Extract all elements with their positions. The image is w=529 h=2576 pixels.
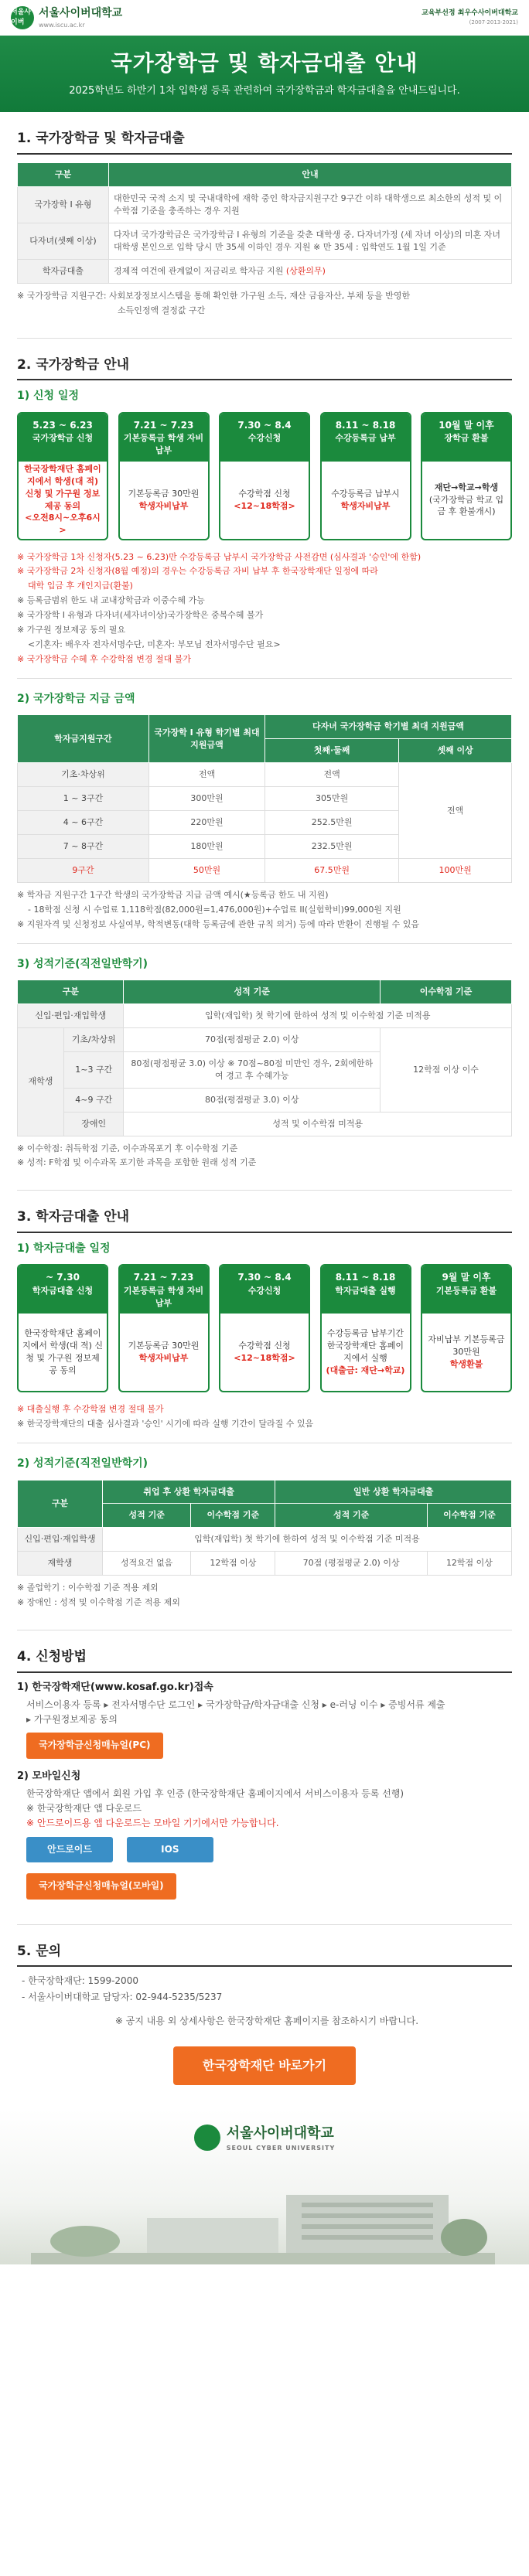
note: ※ 가구원 정보제공 동의 필요	[17, 625, 126, 635]
pc-apply-line: 서비스이용자 등록 ▸ 전자서명수단 로그인 ▸ 국가장학금/학자금대출 신청 ▸ e-러닝 이수 ▸ 증빙서류 제출	[26, 1699, 445, 1710]
footer	[0, 2110, 529, 2264]
sub-title: 2) 성적기준(직전일반학기)	[17, 1457, 148, 1470]
cert-sub: (2007·2013·2021)	[469, 19, 518, 26]
row-text-main: 경제적 여건에 관계없이 저금리로 학자금 지원	[114, 265, 284, 276]
timeline-step	[320, 1264, 411, 1392]
grade-notes	[17, 1143, 512, 1170]
grade-table	[17, 980, 512, 1136]
sub-title: 1) 학자금대출 일정	[17, 1242, 111, 1256]
step-title: 학자금대출 실행	[335, 1285, 396, 1296]
footer-logo-sub: SEOUL CYBER UNIVERSITY	[226, 2144, 336, 2152]
footer-logo	[194, 2124, 336, 2153]
timeline-step	[219, 412, 310, 540]
step-title: 기본등록금 학생 자비납부	[123, 432, 204, 455]
step-body: 수강학점 신청	[238, 488, 291, 499]
tier: 기초/차상위	[64, 1027, 124, 1051]
sub-title: 2) 국가장학금 지급 금액	[17, 693, 135, 706]
contact-note: ※ 공지 내용 외 상세사항은 한국장학재단 홈페이지를 참조하시기 바랍니다.	[114, 2015, 419, 2027]
credit-text: 12학점 이상 이수	[381, 1027, 512, 1112]
row-text: 입학(재입학) 첫 학기에 한하여 성적 및 이수학점 기준 미적용	[124, 1003, 512, 1027]
amount: 300만원	[149, 787, 265, 811]
step-date: 5.23 ~ 6.23	[32, 419, 93, 431]
col-header: 국가장학 I 유형 학기별 최대 지원금액	[149, 715, 265, 763]
amount: 305만원	[265, 787, 399, 811]
step-date: 8.11 ~ 8.18	[335, 1272, 396, 1283]
section-title: 5. 문의	[17, 1942, 512, 1968]
mobile-apply-line: 한국장학재단 앱에서 회원 가입 후 인증 (한국장학재단 홈페이지에서 서비스이용자 등록 선행)	[26, 1787, 404, 1799]
col-header: 첫째·둘째	[265, 739, 399, 763]
col-header: 성적 기준	[124, 980, 381, 1003]
col-header: 이수학점 기준	[191, 1504, 275, 1528]
amount-notes	[17, 889, 512, 931]
loan-grade-table	[17, 1480, 512, 1576]
logo-text: 서울사이버대학교	[39, 7, 123, 20]
tier: 장애인	[64, 1112, 124, 1136]
sub-title: 1) 신청 일정	[17, 390, 79, 403]
logo[interactable]	[11, 5, 122, 30]
col-header: 구분	[18, 163, 109, 187]
amount: 전액	[265, 763, 399, 787]
row-label: 신입·편입·재입학생	[18, 1528, 103, 1552]
section-title: 4. 신청방법	[17, 1647, 512, 1673]
cell: 성적요건 없음	[103, 1552, 191, 1576]
contact-line: - 한국장학재단: 1599-2000	[22, 1975, 138, 1987]
table-row	[18, 858, 512, 882]
kosaf-link-button[interactable]: 한국장학재단 바로가기	[173, 2046, 356, 2084]
note: ※ 국가장학 I 유형과 다자녀(세자녀이상)국가장학은 중복수혜 불가	[17, 610, 264, 621]
group-label: 재학생	[18, 1027, 64, 1136]
row-label: 신입·편입·재입학생	[18, 1003, 124, 1027]
note: ※ 학자금 지원구간 1구간 학생의 국가장학금 지급 금액 예시(★등록금 한도 내 지원)	[17, 889, 329, 900]
android-app-button[interactable]: 안드로이드	[26, 1837, 113, 1862]
amount: 전액	[149, 763, 265, 787]
hero-banner	[0, 36, 529, 112]
note: ※ 국가장학금 지원구간: 사회보장정보시스템을 통해 확인한 가구원 소득, 재산 금융자산, 부채 등을 반영한	[17, 290, 411, 301]
overview-table	[17, 162, 512, 284]
row-label: 재학생	[18, 1552, 103, 1576]
step-body: 기본등록금 30만원	[128, 1341, 200, 1351]
amount: 50만원	[149, 858, 265, 882]
mobile-apply-line: ※ 한국장학재단 앱 다운로드	[26, 1803, 142, 1814]
step-body: 수강등록금 납부기간 한국장학재단 홈페이지에서 실행	[326, 1328, 404, 1364]
grade-text: 성적 및 이수학점 미적용	[124, 1112, 512, 1136]
section-title: 3. 학자금대출 안내	[17, 1208, 512, 1233]
cell: 70점 (평점평균 2.0) 이상	[275, 1552, 427, 1576]
note: ※ 등록금범위 한도 내 교내장학금과 이중수혜 가능	[17, 595, 205, 606]
col-header: 다자녀 국가장학금 학기별 최대 지원금액	[265, 715, 512, 739]
step-date: 7.21 ~ 7.23	[133, 1272, 194, 1283]
step-note: 학생자비납부	[340, 500, 391, 511]
section-apply	[0, 1630, 529, 1911]
step-body: 한국장학재단 홈페이지에서 학생(대 적) 신청 및 가구원 정보제공 동의	[22, 1328, 104, 1376]
page-title: 국가장학금 및 학자금대출 안내	[111, 50, 418, 76]
note: 소득인정액 결정값 구간	[118, 305, 206, 315]
tier: 9구간	[18, 858, 149, 882]
col-header: 학자금지원구간	[18, 715, 149, 763]
row-text: 대한민국 국적 소지 및 국내대학에 재학 중인 학자금지원구간 9구간 이하 대학생으로 최소한의 성적 및 이수학점 기준을 충족하는 경우 지원	[109, 187, 512, 223]
grade-text: 80점(평점평균 3.0) 이상	[124, 1088, 381, 1112]
mobile-red-note: ※ 안드로이드용 앱 다운로드는 모바일 기기에서만 가능합니다.	[26, 1818, 279, 1829]
note: ※ 이수학점: 취득학점 기준, 이수과목포기 후 이수학점 기준	[17, 1143, 238, 1153]
footer-logo-text: 서울사이버대학교	[226, 2125, 334, 2142]
loan-timeline	[17, 1264, 512, 1392]
col-header: 구분	[18, 980, 124, 1003]
timeline-step	[219, 1264, 310, 1392]
step-note: <오전8시~오후6시>	[25, 513, 101, 536]
logo-sub: www.iscu.ac.kr	[39, 22, 85, 29]
table-row	[18, 187, 512, 223]
mobile-apply-title: 2) 모바일신청	[17, 1770, 81, 1782]
step-body: 수강학점 신청	[238, 1341, 291, 1351]
timeline-step	[17, 1264, 108, 1392]
scholarship-timeline	[17, 412, 512, 540]
step-note: 학생환불	[449, 1359, 483, 1370]
tier: 4 ~ 6구간	[18, 811, 149, 835]
step-title: 국가장학금 신청	[32, 432, 94, 443]
table-row	[18, 1027, 512, 1051]
section-scholarship	[0, 339, 529, 1178]
row-label: 국가장학 I 유형	[18, 187, 109, 223]
step-date: 8.11 ~ 8.18	[335, 419, 396, 431]
step-body: 한국장학재단 홈페이지에서 학생(대 적) 신청 및 가구원 정보제공 동의	[24, 463, 101, 511]
contact-line: - 서울사이버대학교 담당자: 02-944-5235/5237	[22, 1991, 223, 2002]
step-title: 기본등록금 환불	[435, 1285, 497, 1296]
table-row	[18, 259, 512, 283]
section-title: 1. 국가장학금 및 학자금대출	[17, 129, 512, 155]
step-note: <12~18학점>	[234, 1353, 295, 1364]
divider	[17, 678, 512, 679]
timeline-step	[118, 412, 210, 540]
university-emblem-icon	[194, 2125, 220, 2151]
section-title: 2. 국가장학금 안내	[17, 356, 512, 381]
step-title: 수강신청	[247, 432, 282, 443]
ios-app-button[interactable]: IOS	[127, 1837, 213, 1862]
note: - 18학점 신청 시 수업료 1,118학점(82,000원=1,476,000원)+수업료 II(실험학비)99,000원 지원	[28, 904, 401, 915]
step-note: 학생자비납부	[138, 1353, 189, 1364]
step-date: 10월 말 이후	[439, 419, 494, 431]
amount: 100만원	[399, 858, 512, 882]
note: ※ 졸업학기 : 이수학점 기준 적용 제외	[17, 1583, 159, 1593]
note: ※ 장애인 : 성적 및 이수학점 기준 적용 제외	[17, 1597, 180, 1608]
section-loan	[0, 1191, 529, 1617]
step-date: 7.30 ~ 8.4	[237, 1272, 292, 1283]
top-bar	[0, 0, 529, 36]
note: ※ 국가장학금 1차 신청자(5.23 ~ 6.23)만 수강등록금 납부시 국가장학금 사전감면 (심사결과 '승인'에 한함)	[17, 551, 421, 562]
table-row	[18, 763, 512, 787]
amount: 232.5만원	[265, 835, 399, 859]
step-body: 재단→학교→학생	[434, 482, 499, 492]
sub-title: 3) 성적기준(직전일반학기)	[17, 957, 148, 970]
grade-text: 70점(평점평균 2.0) 이상	[124, 1027, 381, 1051]
note: ※ 국가장학금 2차 신청자(8월 예정)의 경우는 수강등록금 자비 납부 후 한국장학재단 일정에 따라	[17, 566, 378, 577]
col-header: 이수학점 기준	[381, 980, 512, 1003]
col-header: 취업 후 상환 학자금대출	[103, 1480, 275, 1504]
pc-apply-line: ▸ 가구원정보제공 동의	[26, 1714, 118, 1726]
tier: 7 ~ 8구간	[18, 835, 149, 859]
col-header: 이수학점 기준	[427, 1504, 511, 1528]
step-note: 학생자비납부	[138, 500, 189, 511]
cert-text: 교육부선정 최우수사이버대학교	[421, 9, 518, 18]
cell: 12학점 이상	[191, 1552, 275, 1576]
note: ※ 한국장학재단의 대출 심사결과 '승인' 시기에 따라 실행 기간이 달라질 수 있음	[17, 1419, 314, 1429]
row-text	[109, 259, 512, 283]
step-title: 수강등록금 납부	[335, 432, 396, 443]
table-row	[18, 1552, 512, 1576]
tier: 기초·차상위	[18, 763, 149, 787]
row-text: 다자녀 국가장학금은 국가장학금 I 유형의 기준을 갖춘 대학생 중, 다자녀가정 (세 자녀 이상)의 미혼 자녀 대학생 본인으로 입학 당시 만 35세 이하인 경우 지원 ※ 만 35세 : 입학연도 1월 1일 기준	[109, 223, 512, 259]
mobile-manual-button[interactable]: 국가장학금신청매뉴얼(모바일)	[26, 1873, 176, 1899]
pc-apply-title: 1) 한국장학재단(www.kosaf.go.kr)접속	[17, 1681, 213, 1693]
loan-schedule-notes	[17, 1403, 512, 1430]
note: ※ 국가장학금 수혜 후 수강학점 변경 절대 불가	[17, 654, 191, 665]
page-subtitle: 2025학년도 하반기 1차 입학생 등록 관련하여 국가장학금과 학자금대출을 안내드립니다.	[69, 84, 460, 97]
table-row	[18, 1112, 512, 1136]
section-contact	[0, 1925, 529, 2110]
table-row	[18, 223, 512, 259]
amount: 252.5만원	[265, 811, 399, 835]
row-label: 학자금대출	[18, 259, 109, 283]
amount-merged: 전액	[399, 763, 512, 859]
repay-note: (상환의무)	[285, 265, 326, 276]
timeline-step	[320, 412, 411, 540]
tier: 4~9 구간	[64, 1088, 124, 1112]
overview-notes	[17, 290, 512, 317]
col-header: 성적 기준	[103, 1504, 191, 1528]
step-note: (대출금: 재단→학교)	[326, 1365, 405, 1376]
grade-text: 80점(평점평균 3.0) 이상 ※ 70점~80점 미만인 경우, 2회에한하여 경고 후 수혜가능	[124, 1051, 381, 1088]
step-body: 자비납부 기본등록금 30만원	[428, 1334, 505, 1358]
tier: 1~3 구간	[64, 1051, 124, 1088]
col-header: 성적 기준	[275, 1504, 427, 1528]
row-label: 다자녀(셋째 이상)	[18, 223, 109, 259]
certification-badge	[421, 9, 518, 26]
step-date: 7.30 ~ 8.4	[237, 419, 292, 431]
note: <기혼자: 배우자 전자서명수단, 미혼자: 부모님 전자서명수단 필요>	[28, 639, 281, 650]
step-date: 9월 말 이후	[442, 1272, 491, 1283]
section-overview	[0, 112, 529, 325]
col-header: 셋째 이상	[399, 739, 512, 763]
table-row	[18, 1528, 512, 1552]
timeline-step	[118, 1264, 210, 1392]
note: ※ 지원자격 및 신청정보 사실여부, 학적변동(대학 등록금에 관한 규칙 의거) 등에 따라 반환이 진행될 수 있음	[17, 918, 420, 929]
col-header: 일반 상환 학자금대출	[275, 1480, 512, 1504]
amount: 67.5만원	[265, 858, 399, 882]
timeline-step	[421, 1264, 512, 1392]
step-note: (국가장학금 학교 입금 후 환불개시)	[428, 494, 504, 517]
amount-table	[17, 714, 512, 883]
loan-notes	[17, 1582, 512, 1609]
step-date: ~ 7.30	[46, 1272, 80, 1283]
step-note: <12~18학점>	[234, 500, 295, 511]
pc-manual-button[interactable]: 국가장학금신청매뉴얼(PC)	[26, 1733, 163, 1758]
amount: 180만원	[149, 835, 265, 859]
col-header: 구분	[18, 1480, 103, 1528]
step-title: 수강신청	[247, 1285, 282, 1296]
step-title: 기본등록금 학생 자비납부	[123, 1285, 204, 1308]
logo-mark-icon: 서울사이버	[11, 6, 34, 29]
table-row	[18, 1003, 512, 1027]
schedule-notes	[17, 551, 512, 666]
divider	[17, 943, 512, 944]
note: ※ 성적: F학점 및 이수과목 포기한 과목을 포함한 원래 성적 기준	[17, 1157, 257, 1168]
step-body: 기본등록금 30만원	[128, 488, 200, 499]
step-body: 수강등록금 납부시	[331, 488, 400, 499]
timeline-step	[421, 412, 512, 540]
col-header: 안내	[109, 163, 512, 187]
note: 대학 입금 후 개인지급(환불)	[28, 581, 133, 591]
tier: 1 ~ 3구간	[18, 787, 149, 811]
step-title: 장학금 환불	[444, 432, 489, 443]
amount: 220만원	[149, 811, 265, 835]
note: ※ 대출실행 후 수강학점 변경 절대 불가	[17, 1404, 164, 1415]
campus-building-illustration	[31, 2179, 495, 2264]
step-title: 학자금대출 신청	[32, 1285, 94, 1296]
row-text: 입학(재입학) 첫 학기에 한하여 성적 및 이수학점 기준 미적용	[103, 1528, 512, 1552]
timeline-step	[17, 412, 108, 540]
cell: 12학점 이상	[427, 1552, 511, 1576]
step-date: 7.21 ~ 7.23	[133, 419, 194, 431]
